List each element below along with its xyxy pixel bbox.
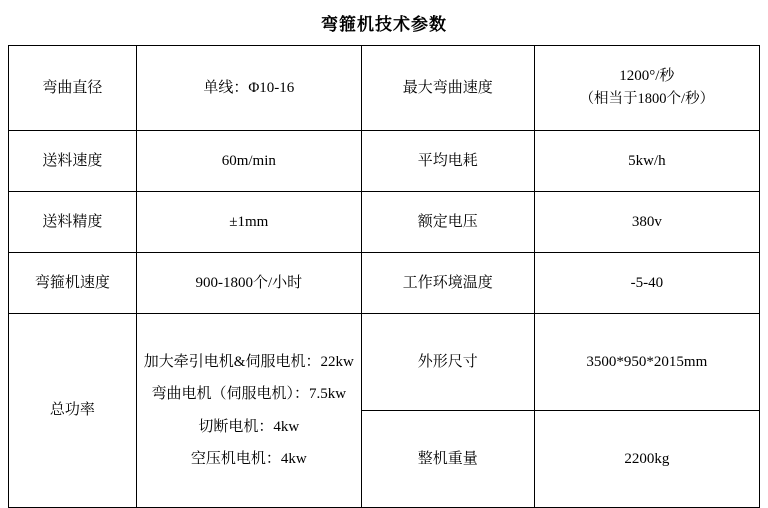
row-label-machine-weight: 整机重量 bbox=[361, 411, 534, 508]
row-value-bending-diameter: 单线：Φ10-16 bbox=[136, 46, 361, 131]
row-value-stirrup-bender-speed: 900-1800个/小时 bbox=[136, 253, 361, 314]
row-value-total-power bbox=[136, 314, 361, 508]
row-label-bending-diameter: 弯曲直径 bbox=[9, 46, 137, 131]
row-label-average-power-consumption: 平均电耗 bbox=[361, 131, 534, 192]
table-row bbox=[9, 192, 760, 253]
total-power-line-4: 空压机电机：4kw bbox=[190, 451, 307, 467]
row-label-feeding-accuracy: 送料精度 bbox=[9, 192, 137, 253]
row-value-working-temperature: -5-40 bbox=[534, 253, 759, 314]
row-value-feeding-accuracy: ±1mm bbox=[136, 192, 361, 253]
max-bending-speed-line-2: （相当于1800个/秒） bbox=[579, 91, 715, 108]
row-label-working-temperature: 工作环境温度 bbox=[361, 253, 534, 314]
row-label-feeding-speed: 送料速度 bbox=[9, 131, 137, 192]
row-label-stirrup-bender-speed: 弯箍机速度 bbox=[9, 253, 137, 314]
table-row bbox=[9, 46, 760, 131]
table-row bbox=[9, 131, 760, 192]
row-value-max-bending-speed bbox=[534, 46, 759, 131]
total-power-line-3: 切断电机：4kw bbox=[198, 418, 300, 435]
spec-table-wrapper bbox=[0, 45, 768, 508]
total-power-line-2: 弯曲电机（伺服电机）：7.5kw bbox=[151, 386, 347, 402]
row-label-total-power: 总功率 bbox=[9, 314, 137, 508]
table-row bbox=[9, 253, 760, 314]
max-bending-speed-line-1: 1200°/秒 bbox=[619, 67, 675, 84]
page-title: 弯箍机技术参数 bbox=[321, 15, 447, 34]
row-label-rated-voltage: 额定电压 bbox=[361, 192, 534, 253]
row-label-overall-dimension: 外形尺寸 bbox=[361, 314, 534, 411]
row-value-average-power-consumption: 5kw/h bbox=[534, 131, 759, 192]
total-power-line-1: 加大牵引电机&伺服电机：22kw bbox=[143, 353, 354, 370]
table-row bbox=[9, 314, 760, 411]
spec-table bbox=[8, 45, 760, 508]
row-value-overall-dimension: 3500*950*2015mm bbox=[534, 314, 759, 411]
row-value-feeding-speed: 60m/min bbox=[136, 131, 361, 192]
row-label-max-bending-speed: 最大弯曲速度 bbox=[361, 46, 534, 131]
row-value-rated-voltage: 380v bbox=[534, 192, 759, 253]
row-value-machine-weight: 2200kg bbox=[534, 411, 759, 508]
